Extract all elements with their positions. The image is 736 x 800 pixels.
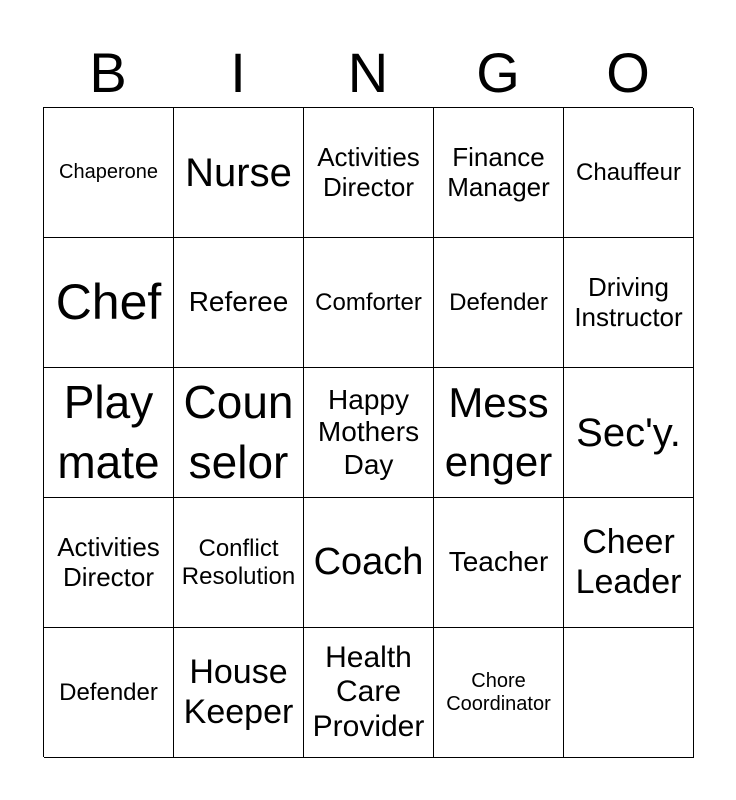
bingo-cell-r5c4: Chore Coordinator	[434, 628, 564, 758]
header-letter-o: O	[606, 41, 650, 104]
bingo-cell-r3c4: Mess enger	[434, 368, 564, 498]
bingo-cell-r1c2: Nurse	[174, 108, 304, 238]
bingo-cell-r4c3: Coach	[304, 498, 434, 628]
header-letter-n: N	[347, 41, 389, 104]
bingo-cell-r2c3: Comforter	[304, 238, 434, 368]
bingo-cell-r1c3: Activities Director	[304, 108, 434, 238]
bingo-cell-r5c2: House Keeper	[174, 628, 304, 758]
bingo-cell-r4c4: Teacher	[434, 498, 564, 628]
bingo-cell-r2c2: Referee	[174, 238, 304, 368]
bingo-cell-r5c1: Defender	[44, 628, 174, 758]
header-letter-g: G	[476, 41, 520, 104]
bingo-cell-r2c5: Driving Instructor	[564, 238, 694, 368]
bingo-cell-r4c5: Cheer Leader	[564, 498, 694, 628]
bingo-cell-r5c3: Health Care Provider	[304, 628, 434, 758]
bingo-cell-r3c3: Happy Mothers Day	[304, 368, 434, 498]
bingo-cell-r1c1: Chaperone	[44, 108, 174, 238]
header-letter-i: I	[230, 41, 246, 104]
bingo-cell-r1c4: Finance Manager	[434, 108, 564, 238]
bingo-header	[43, 40, 693, 106]
bingo-cell-r4c1: Activities Director	[44, 498, 174, 628]
bingo-cell-r2c4: Defender	[434, 238, 564, 368]
bingo-cell-r3c5: Sec'y.	[564, 368, 694, 498]
bingo-cell-r4c2: Conflict Resolution	[174, 498, 304, 628]
bingo-cell-r1c5: Chauffeur	[564, 108, 694, 238]
bingo-cell-r3c2: Coun selor	[174, 368, 304, 498]
header-letter-b: B	[89, 41, 127, 104]
bingo-cell-r5c5	[564, 628, 694, 758]
bingo-cell-r2c1: Chef	[44, 238, 174, 368]
bingo-cell-r3c1: Play mate	[44, 368, 174, 498]
bingo-board	[43, 107, 693, 757]
